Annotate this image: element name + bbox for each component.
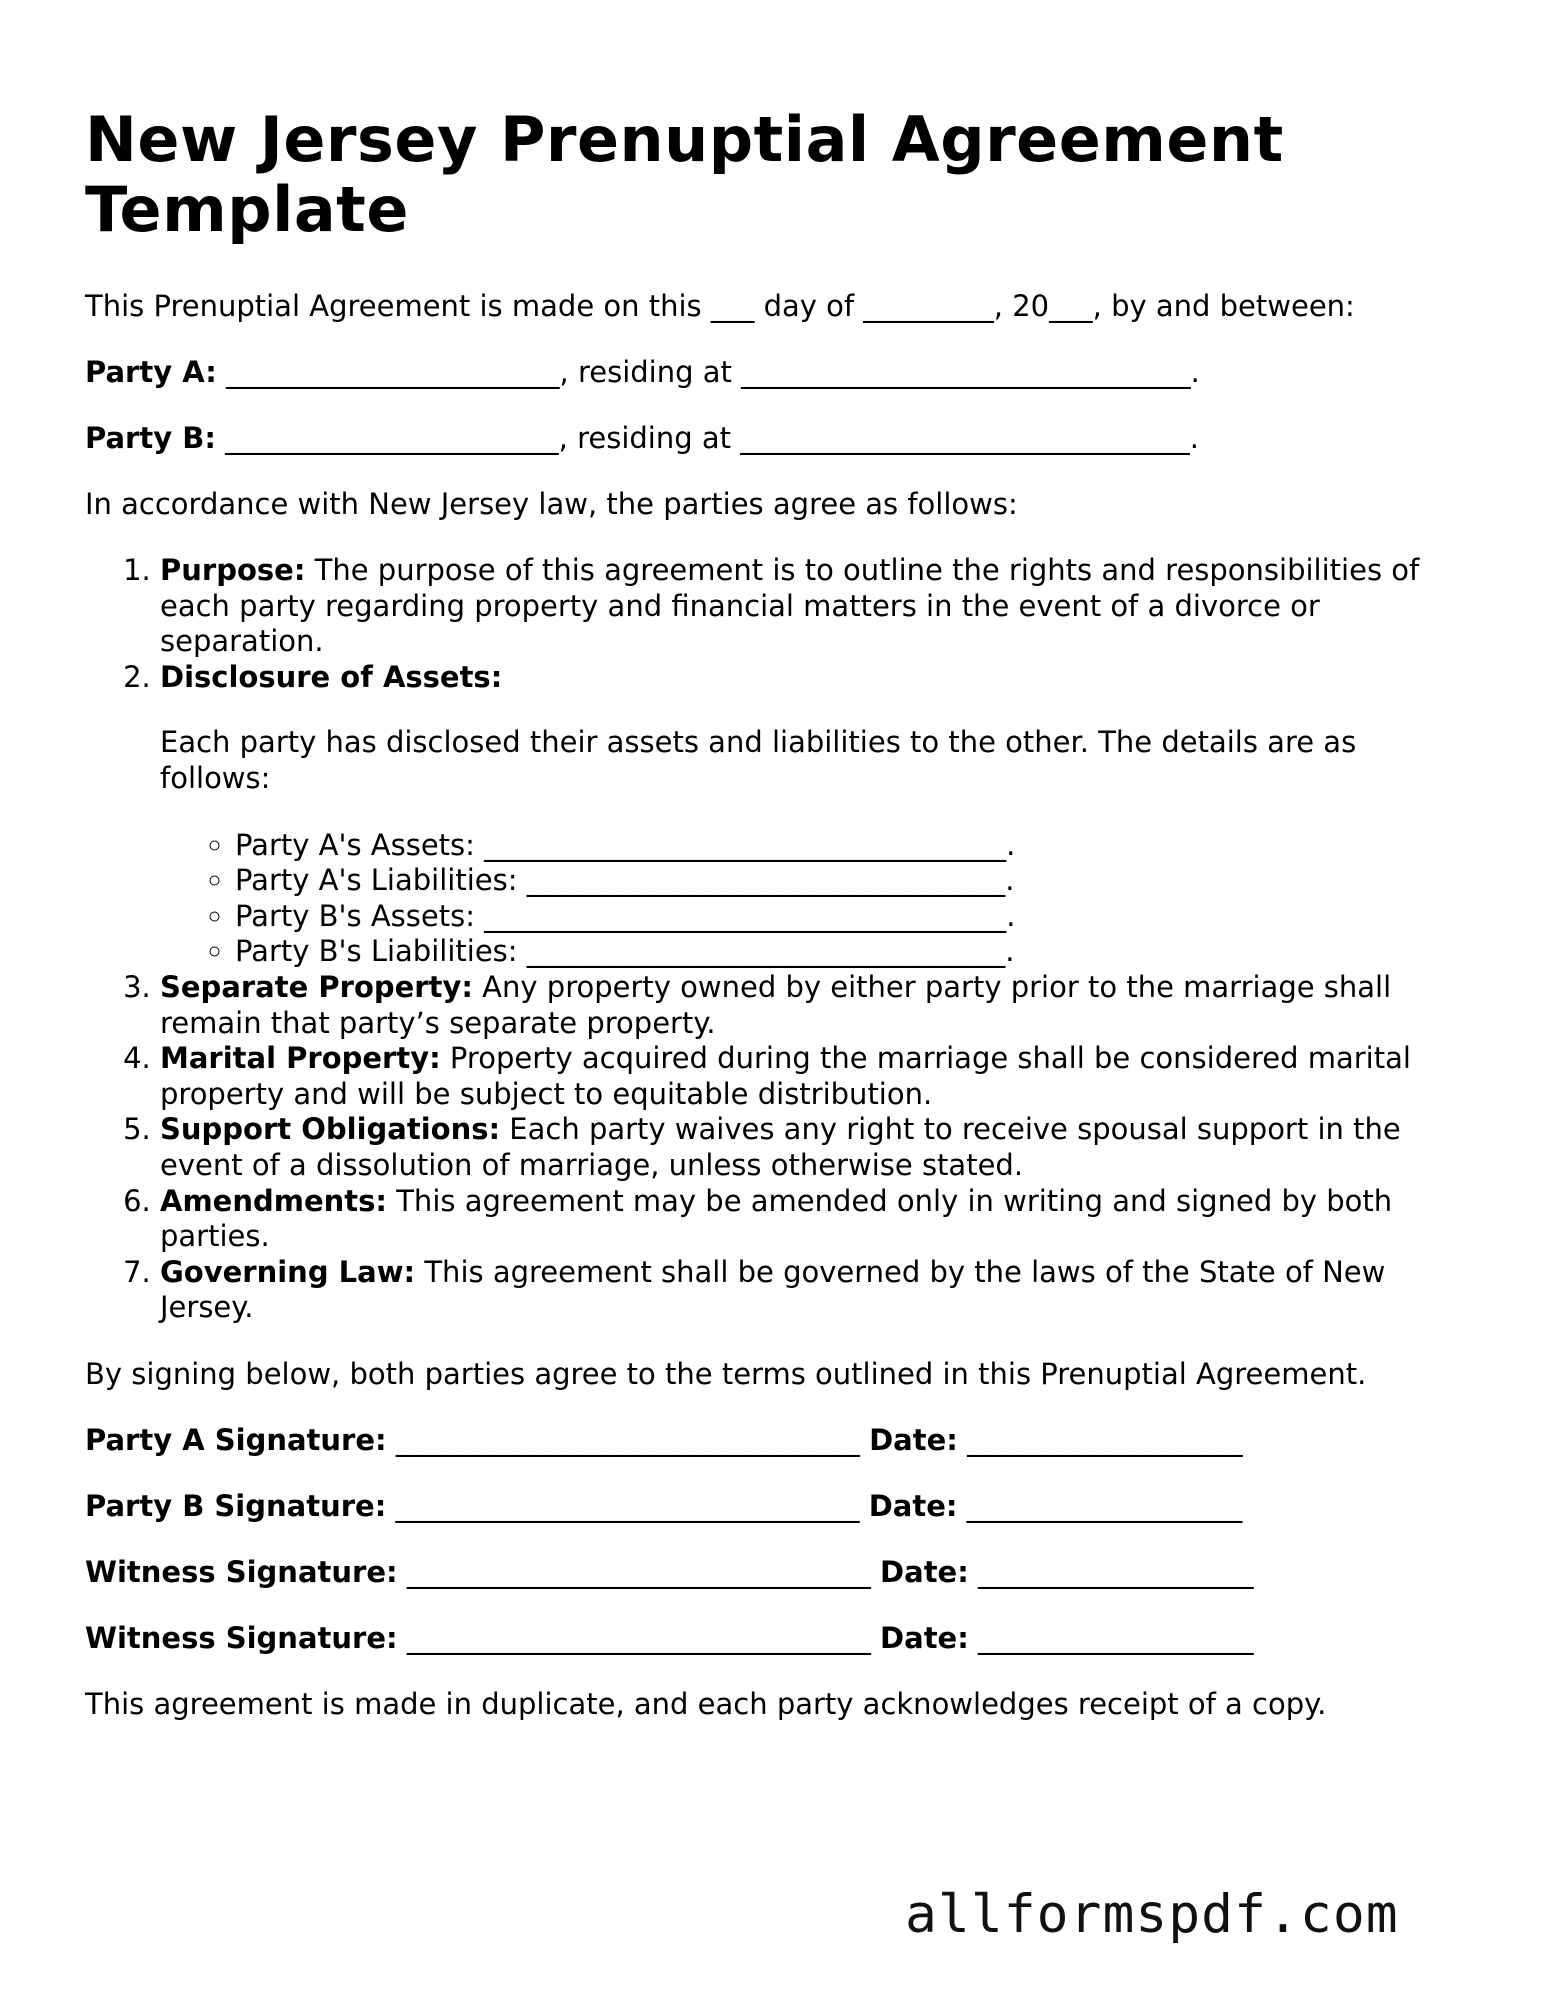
term-heading: Support Obligations: [160,1112,501,1147]
list-item: ◦ Party A's Liabilities: _________________________________. [235,863,1465,899]
document-page [85,105,1465,1722]
date-label: Date: [880,1554,969,1589]
list-item: ◦ Party A's Assets: ____________________________________. [235,828,1465,864]
closing-paragraph: This agreement is made in duplicate, and each party acknowledges receipt of a copy. [85,1686,1327,1721]
term-heading: Amendments: [160,1183,387,1218]
date-label: Date: [880,1620,969,1655]
term-text: Any property owned by either party prior to the marriage shall remain that party’s separate property. [160,969,1392,1040]
party-b-fields: _______________________, residing at _______________________________. [215,421,1199,455]
term-text: This agreement shall be governed by the laws of the State of New Jersey. [160,1254,1386,1325]
terms-list [85,553,1465,1326]
watermark-text: allformspdf.com [905,1884,1399,1945]
term-item-amendments [160,1184,1465,1255]
signature-label: Party B Signature: [85,1488,387,1523]
term-heading: Marital Property: [160,1041,441,1076]
date-label: Date: [869,1422,958,1457]
party-a-fields: _______________________, residing at _______________________________. [216,355,1200,389]
party-b-label: Party B: [85,421,216,455]
accordance-paragraph: In accordance with New Jersey law, the parties agree as follows: [85,487,1018,521]
signature-blank: ________________________________ [397,1554,881,1589]
list-item: ◦ Party B's Liabilities: _________________________________. [235,934,1465,970]
signature-line-party-a [85,1423,1465,1458]
signature-label: Party A Signature: [85,1422,387,1457]
document-title: New Jersey Prenuptial Agreement Template [85,103,1284,246]
date-blank: ___________________ [957,1422,1243,1457]
date-blank: ___________________ [957,1488,1243,1523]
signature-label: Witness Signature: [85,1554,398,1589]
term-item-separate-property [160,970,1465,1041]
term-item-governing-law [160,1255,1465,1326]
term-heading: Disclosure of Assets: [160,659,503,694]
term-text: This agreement may be amended only in writing and signed by both parties. [160,1183,1393,1254]
term-heading: Purpose: [160,553,306,587]
term-text: Each party waives any right to receive spousal support in the event of a dissolution of marriage, unless otherwise stated. [160,1112,1401,1182]
signature-line-witness-2 [85,1621,1465,1656]
date-blank: ___________________ [968,1620,1254,1655]
term-heading: Governing Law: [160,1254,416,1289]
signature-line-witness-1 [85,1555,1465,1590]
term-heading: Separate Property: [160,969,473,1004]
date-blank: ___________________ [968,1554,1254,1589]
disclosure-paragraph: Each party has disclosed their assets and liabilities to the other. The details are as follows: [160,725,1357,795]
term-item-disclosure [160,660,1465,970]
term-item-marital-property [160,1041,1465,1112]
signature-blank: ________________________________ [386,1488,869,1523]
term-text: The purpose of this agreement is to outline the rights and responsibilities of each party regarding property and financial matters in the event of a divorce or separation. [160,553,1420,659]
term-item-support-obligations [160,1112,1465,1183]
signature-blank: ________________________________ [397,1620,881,1655]
party-a-line [85,355,1465,390]
signature-line-party-b [85,1489,1465,1524]
disclosure-sublist [160,828,1465,970]
intro-paragraph: This Prenuptial Agreement is made on this ___ day of _________, 20___, by and between: [85,289,1355,323]
term-text: Property acquired during the marriage shall be considered marital property and will be subject to equitable distribution. [160,1041,1411,1111]
term-item-purpose [160,553,1465,660]
signature-label: Witness Signature: [85,1620,398,1655]
by-signing-paragraph: By signing below, both parties agree to the terms outlined in this Prenuptial Agreement. [85,1356,1367,1391]
date-label: Date: [868,1488,958,1523]
signature-blank: ________________________________ [386,1422,870,1457]
party-b-line [85,421,1465,456]
party-a-label: Party A: [85,355,217,389]
list-item: ◦ Party B's Assets: ____________________________________. [235,899,1465,935]
